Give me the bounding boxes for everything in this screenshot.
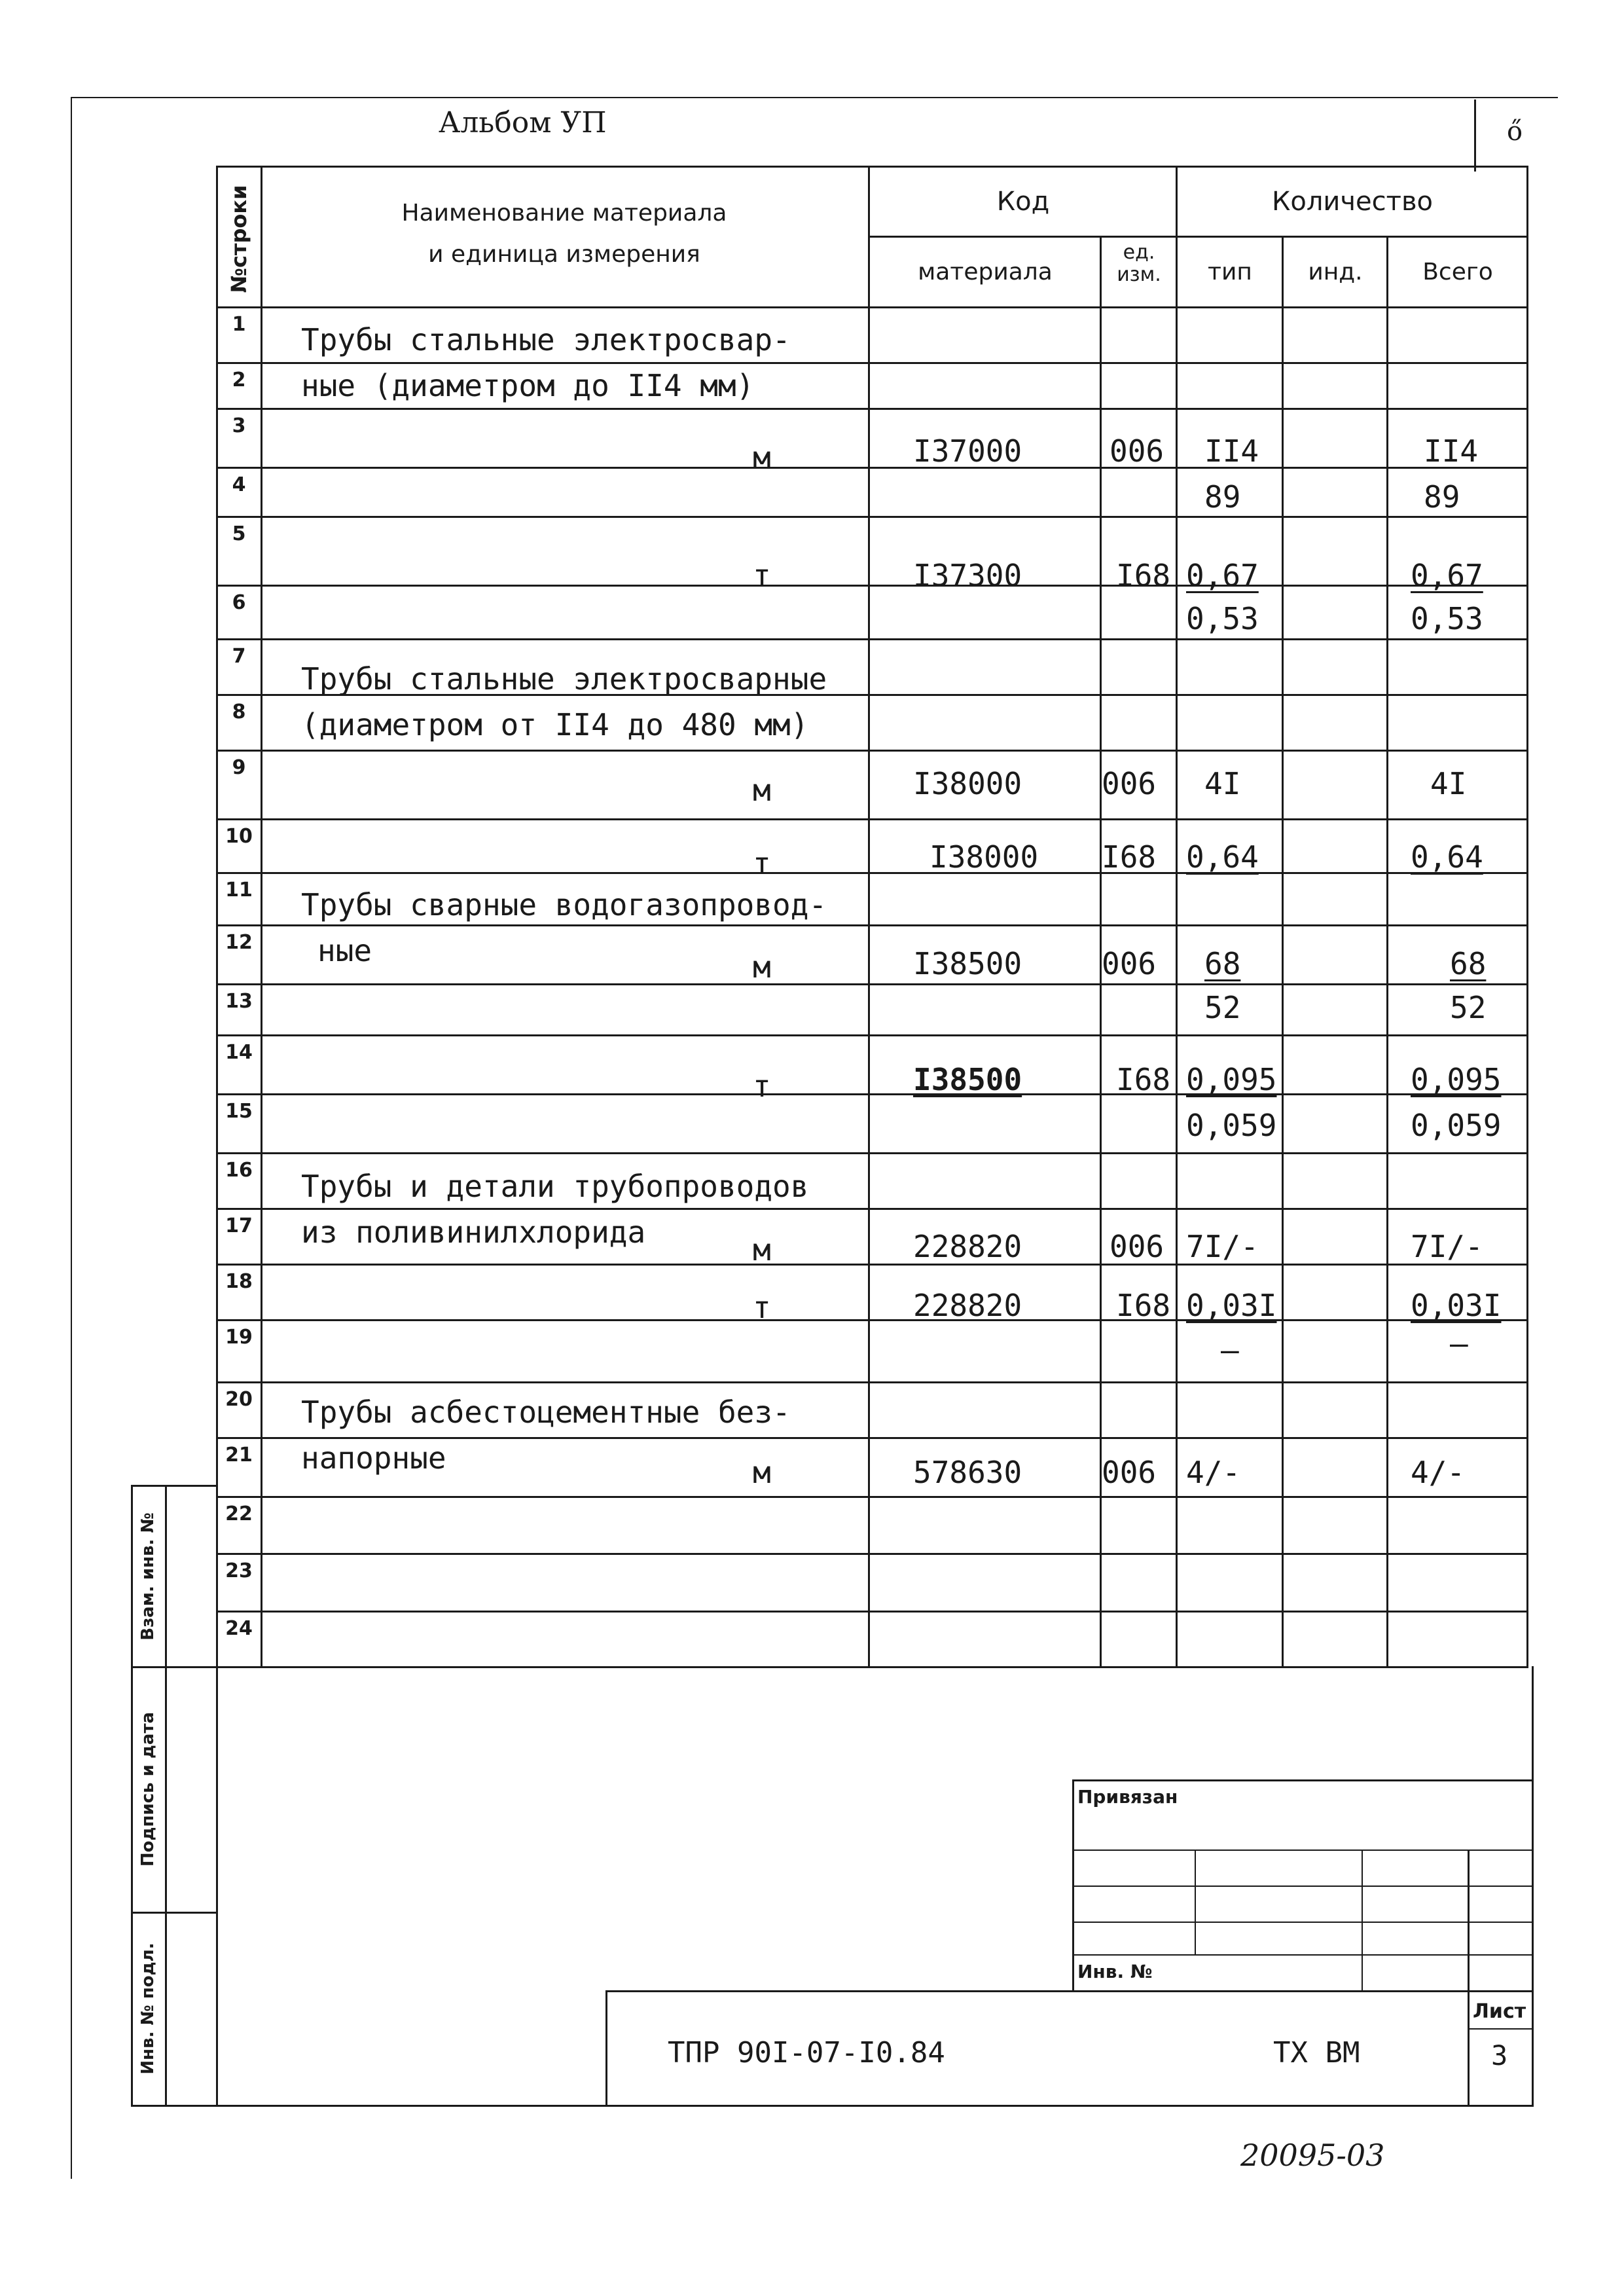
row-number: 24: [225, 1617, 253, 1640]
privyazan-line-2: [1072, 1886, 1534, 1887]
header-qty-group: Количество: [1271, 187, 1433, 217]
row-number: 20: [225, 1388, 253, 1411]
privyazan-label: Привязан: [1077, 1786, 1178, 1808]
qty-total-row-21: 4/-: [1411, 1455, 1466, 1490]
row-number: 21: [225, 1444, 253, 1467]
corner-mark: ő: [1507, 117, 1523, 147]
table-right-border: [1526, 166, 1528, 1668]
row-separator: [216, 516, 1526, 518]
header-qty-total: Всего: [1422, 259, 1493, 285]
col-line-code: [868, 166, 870, 1668]
desc-row-1: Трубы стальные электросвар-: [301, 322, 791, 357]
header-bottom-line: [216, 306, 1526, 308]
qty-type-row-13: 52: [1204, 990, 1241, 1025]
qty-type-row-17: 7I/-: [1186, 1229, 1259, 1264]
row-number: 22: [225, 1503, 253, 1525]
row-separator: [216, 1381, 1526, 1383]
header-row-number: №строки: [226, 185, 251, 293]
row-separator: [216, 750, 1526, 752]
inv-no-label: Инв. №: [1077, 1961, 1153, 1982]
col-line-ind: [1282, 236, 1284, 1668]
qty-type-row-4: 89: [1204, 479, 1241, 515]
row-separator: [216, 818, 1526, 820]
code-row-14: I38500: [913, 1062, 1022, 1097]
row-number: 1: [232, 313, 246, 336]
row-number: 18: [225, 1270, 253, 1293]
row-number: 9: [232, 756, 246, 779]
unit-row-9: м: [753, 773, 771, 808]
sheet-label: Лист: [1473, 2000, 1526, 2023]
desc-row-7: Трубы стальные электросварные: [301, 661, 827, 697]
table-left-border: [216, 166, 218, 2107]
row-separator: [216, 585, 1526, 587]
stamp-line-2: [131, 1912, 218, 1914]
doc-section: ТХ ВМ: [1273, 2036, 1360, 2069]
qty-total-row-17: 7I/-: [1411, 1229, 1483, 1264]
desc-row-8: (диаметром от II4 до 480 мм): [301, 707, 809, 742]
row-number: 23: [225, 1559, 253, 1582]
qty-total-row-5: 0,67: [1411, 558, 1483, 593]
code-row-9: I38000: [913, 766, 1022, 801]
row-number: 19: [225, 1326, 253, 1349]
qty-type-row-12: 68: [1204, 946, 1241, 981]
unit-row-5: т: [753, 558, 771, 593]
qty-type-row-3: II4: [1204, 433, 1259, 469]
unit-code-row-9: 006: [1102, 766, 1157, 801]
desc-row-12: ные: [317, 933, 372, 968]
header-unit-line2: изм.: [1117, 263, 1161, 286]
unit-code-row-14: I68: [1116, 1062, 1171, 1097]
stamp-podpis-data: Подпись и дата: [138, 1711, 158, 1867]
privyazan-line-1: [1072, 1850, 1534, 1851]
qty-type-row-6: 0,53: [1186, 601, 1259, 636]
qty-type-row-5: 0,67: [1186, 558, 1259, 593]
unit-code-row-17: 006: [1110, 1229, 1164, 1264]
unit-code-row-5: I68: [1116, 558, 1171, 593]
row-number: 13: [225, 990, 253, 1013]
qty-total-row-15: 0,059: [1411, 1108, 1502, 1143]
stamp-inv-podl: Инв. № подл.: [138, 1942, 158, 2075]
qty-type-row-18: 0,03I: [1186, 1288, 1277, 1323]
header-name-line2: и единица измерения: [428, 241, 700, 268]
code-row-3: I37000: [913, 433, 1022, 469]
col-line-type: [1176, 166, 1178, 1668]
row-separator: [216, 638, 1526, 640]
code-row-12: I38500: [913, 946, 1022, 981]
stamp-mid-border: [165, 1485, 167, 2107]
qty-total-row-3: II4: [1424, 433, 1479, 469]
table-top-border: [216, 166, 1526, 168]
row-number: 11: [225, 879, 253, 902]
row-separator: [216, 1553, 1526, 1555]
qty-total-row-18: 0,03I: [1411, 1288, 1502, 1323]
row-separator: [216, 1611, 1526, 1613]
row-separator: [216, 872, 1526, 874]
header-qty-type: тип: [1208, 259, 1252, 285]
unit-row-10: т: [753, 846, 771, 881]
code-row-17: 228820: [913, 1229, 1022, 1264]
title-block-top: [605, 1990, 1534, 1992]
frame-corner-divider: [1474, 100, 1476, 172]
row-number: 3: [232, 414, 246, 437]
title-sheet-divider: [1468, 1850, 1470, 2107]
row-number: 2: [232, 369, 246, 392]
unit-code-row-3: 006: [1110, 433, 1164, 469]
col-line-total: [1386, 236, 1388, 1668]
header-qty-ind: инд.: [1308, 259, 1363, 285]
row-separator: [216, 1496, 1526, 1498]
stamp-bottom-line: [131, 2105, 218, 2107]
qty-type-row-19: –: [1221, 1332, 1239, 1368]
qty-total-row-9: 4I: [1430, 766, 1467, 801]
row-separator: [216, 1093, 1526, 1095]
qty-total-row-12: 68: [1450, 946, 1487, 981]
qty-type-row-10: 0,64: [1186, 839, 1259, 875]
desc-row-21: напорные: [301, 1440, 446, 1476]
row-separator: [216, 1437, 1526, 1439]
row-number: 17: [225, 1214, 253, 1237]
row-number: 12: [225, 931, 253, 954]
row-number: 15: [225, 1100, 253, 1123]
row-separator: [216, 1319, 1526, 1321]
unit-row-14: т: [753, 1068, 771, 1104]
frame-bottom-line: [216, 2105, 1533, 2107]
desc-row-17: из поливинилхлорида: [301, 1214, 646, 1250]
title-block-left: [605, 1990, 607, 2107]
privyazan-line-4: [1072, 1954, 1534, 1956]
desc-row-11: Трубы сварные водогазопровод-: [301, 887, 827, 922]
row-separator: [216, 983, 1526, 985]
sheet-number: 3: [1491, 2039, 1508, 2071]
qty-type-row-15: 0,059: [1186, 1108, 1277, 1143]
qty-total-row-4: 89: [1424, 479, 1460, 515]
privyazan-col-1: [1195, 1850, 1196, 1954]
row-number: 4: [232, 473, 246, 496]
row-number: 16: [225, 1159, 253, 1182]
album-label: Альбом УП: [439, 106, 607, 139]
row-separator: [216, 1264, 1526, 1266]
row-separator: [216, 1152, 1526, 1154]
table-bottom-border: [216, 1666, 1526, 1668]
unit-code-row-18: I68: [1116, 1288, 1171, 1323]
qty-type-row-9: 4I: [1204, 766, 1241, 801]
unit-row-3: м: [753, 440, 771, 475]
row-number: 14: [225, 1041, 253, 1064]
unit-code-row-12: 006: [1102, 946, 1157, 981]
row-separator: [216, 924, 1526, 926]
frame-top-line: [71, 97, 1558, 98]
code-row-18: 228820: [913, 1288, 1022, 1323]
title-sheet-line: [1468, 2028, 1533, 2030]
code-row-5: I37300: [913, 558, 1022, 593]
row-number: 8: [232, 701, 246, 723]
row-number: 7: [232, 645, 246, 668]
stamp-left-border: [131, 1485, 133, 2107]
header-sub-line: [868, 236, 1526, 238]
privyazan-col-2: [1362, 1850, 1363, 1990]
row-separator: [216, 467, 1526, 469]
unit-row-17: м: [753, 1232, 771, 1267]
row-number: 6: [232, 591, 246, 614]
unit-row-21: м: [753, 1455, 771, 1490]
unit-code-row-21: 006: [1102, 1455, 1157, 1490]
qty-total-row-14: 0,095: [1411, 1062, 1502, 1097]
row-separator: [216, 1034, 1526, 1036]
code-row-10: I38000: [929, 839, 1039, 875]
privyazan-top: [1072, 1779, 1534, 1781]
header-name-line1: Наименование материала: [401, 200, 727, 227]
qty-total-row-13: 52: [1450, 990, 1487, 1025]
qty-type-row-21: 4/-: [1186, 1455, 1241, 1490]
row-separator: [216, 408, 1526, 410]
row-number: 5: [232, 522, 246, 545]
desc-row-16: Трубы и детали трубопроводов: [301, 1169, 809, 1204]
header-unit-line1: ед.: [1123, 241, 1155, 264]
privyazan-line-3: [1072, 1922, 1534, 1923]
unit-code-row-10: I68: [1102, 839, 1157, 875]
row-number: 10: [225, 825, 253, 848]
qty-type-row-14: 0,095: [1186, 1062, 1277, 1097]
desc-row-2: ные (диаметром до II4 мм): [301, 368, 755, 403]
stamp-vzam-inv: Взам. инв. №: [138, 1512, 158, 1641]
code-row-21: 578630: [913, 1455, 1022, 1490]
frame-left-binding-line: [71, 97, 72, 2179]
unit-row-12: м: [753, 949, 771, 985]
qty-total-row-19: –: [1450, 1326, 1468, 1361]
col-line-rownum: [261, 166, 262, 1668]
qty-total-row-6: 0,53: [1411, 601, 1483, 636]
desc-row-20: Трубы асбестоцементные без-: [301, 1394, 791, 1430]
row-separator: [216, 1208, 1526, 1210]
header-code-material: материала: [918, 259, 1053, 285]
row-separator: [216, 362, 1526, 364]
doc-code: ТПР 90I-07-I0.84: [668, 2036, 945, 2069]
unit-row-18: т: [753, 1290, 771, 1325]
stamp-number: 20095-03: [1240, 2138, 1385, 2173]
header-code-group: Код: [996, 187, 1050, 217]
qty-total-row-10: 0,64: [1411, 839, 1483, 875]
